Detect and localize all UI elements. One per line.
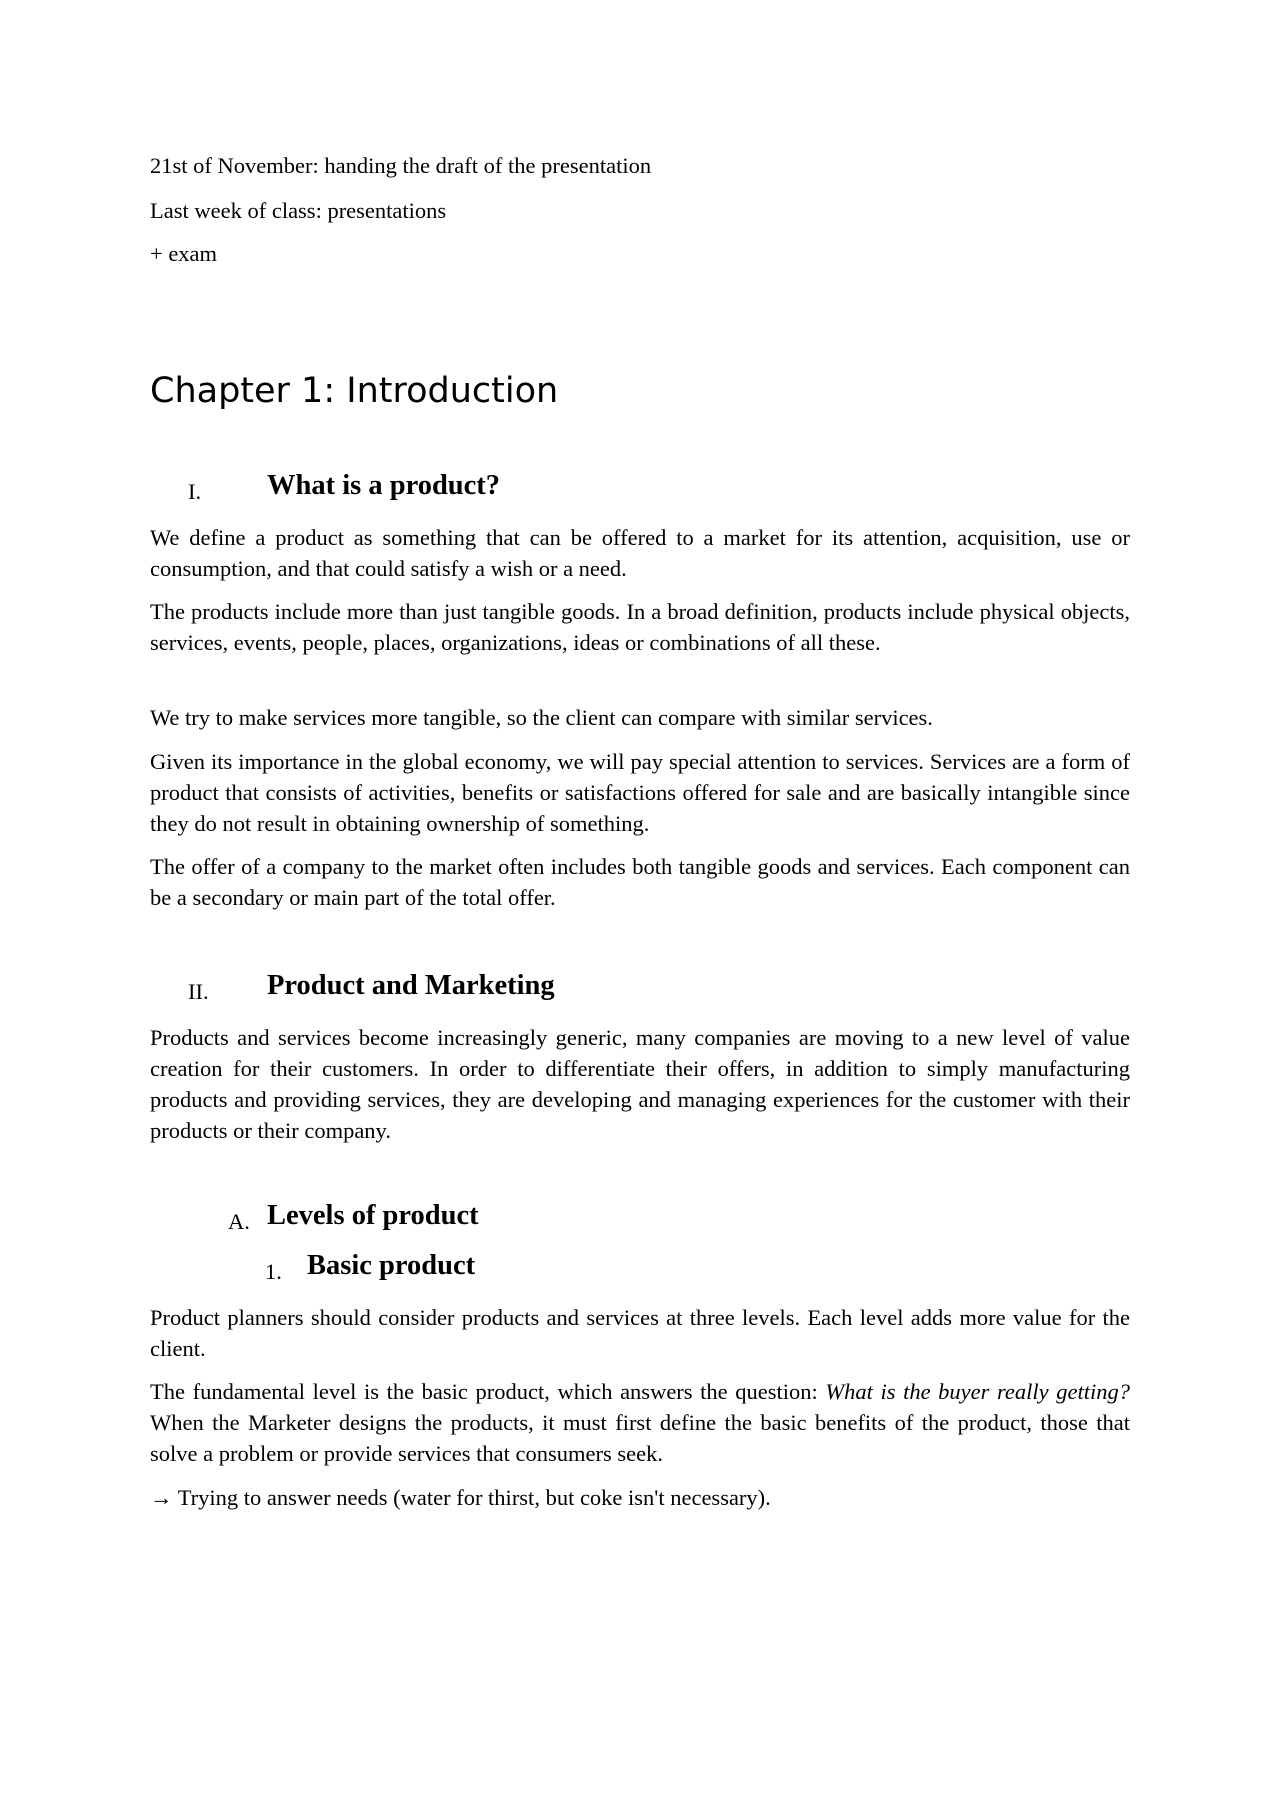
chapter-title: Chapter 1: Introduction	[150, 371, 559, 411]
subsection-heading-1	[150, 1250, 1130, 1286]
section-number: II.	[188, 979, 209, 1004]
subsection1-paragraph-2	[150, 1376, 1130, 1469]
paragraph-text-end: When the Marketer designs the products, it must first define the basic benefits of the product, those that solve a problem or provide services that consumers seek.	[150, 1410, 1130, 1466]
subsection1-paragraph-1: Product planners should consider products and services at three levels. Each level adds more value for the client.	[150, 1305, 1130, 1361]
subsection-title: Levels of product	[267, 1200, 479, 1231]
section1-paragraph-5: The offer of a company to the market often includes both tangible goods and services. Each component can be a secondary or main part of the total offer.	[150, 854, 1130, 910]
note-line-1: 21st of November: handing the draft of the presentation	[150, 153, 652, 178]
subsection-title: Basic product	[307, 1250, 476, 1281]
section-heading-1	[150, 470, 1130, 506]
section2-paragraph-1: Products and services become increasingly generic, many companies are moving to a new level of value creation for their customers. In order to differentiate their offers, in addition to simply manufacturing products and providing services, they are developing and managing experiences for the customer with their products or their company.	[150, 1025, 1130, 1143]
note-line-2: Last week of class: presentations	[150, 198, 447, 223]
section-heading-2	[150, 970, 1130, 1006]
section1-paragraph-2: The products include more than just tangible goods. In a broad definition, products include physical objects, services, events, people, places, organizations, ideas or combinations of all these.	[150, 599, 1130, 655]
paragraph-italic-question: What is the buyer really getting?	[825, 1379, 1130, 1404]
section-title: What is a product?	[267, 470, 501, 501]
section-number: I.	[188, 479, 202, 504]
subsection-heading-a	[150, 1200, 1130, 1236]
section1-paragraph-4: Given its importance in the global economy, we will pay special attention to services. Services are a form of product that consists of activities, benefits or satisfactions offered for sale and are basically intangible since they do not result in obtaining ownership of something.	[150, 749, 1130, 836]
section1-paragraph-3: We try to make services more tangible, so the client can compare with similar services.	[150, 705, 933, 730]
note-line-3: + exam	[150, 241, 218, 266]
section-title: Product and Marketing	[267, 970, 555, 1001]
subsection-number: 1.	[265, 1259, 282, 1284]
subsection1-paragraph-3: → Trying to answer needs (water for thirst, but coke isn't necessary).	[150, 1485, 771, 1510]
subsection-letter: A.	[228, 1209, 250, 1234]
paragraph-text-start: The fundamental level is the basic product, which answers the question:	[150, 1379, 826, 1404]
section1-paragraph-1: We define a product as something that can be offered to a market for its attention, acquisition, use or consumption, and that could satisfy a wish or a need.	[150, 525, 1130, 581]
